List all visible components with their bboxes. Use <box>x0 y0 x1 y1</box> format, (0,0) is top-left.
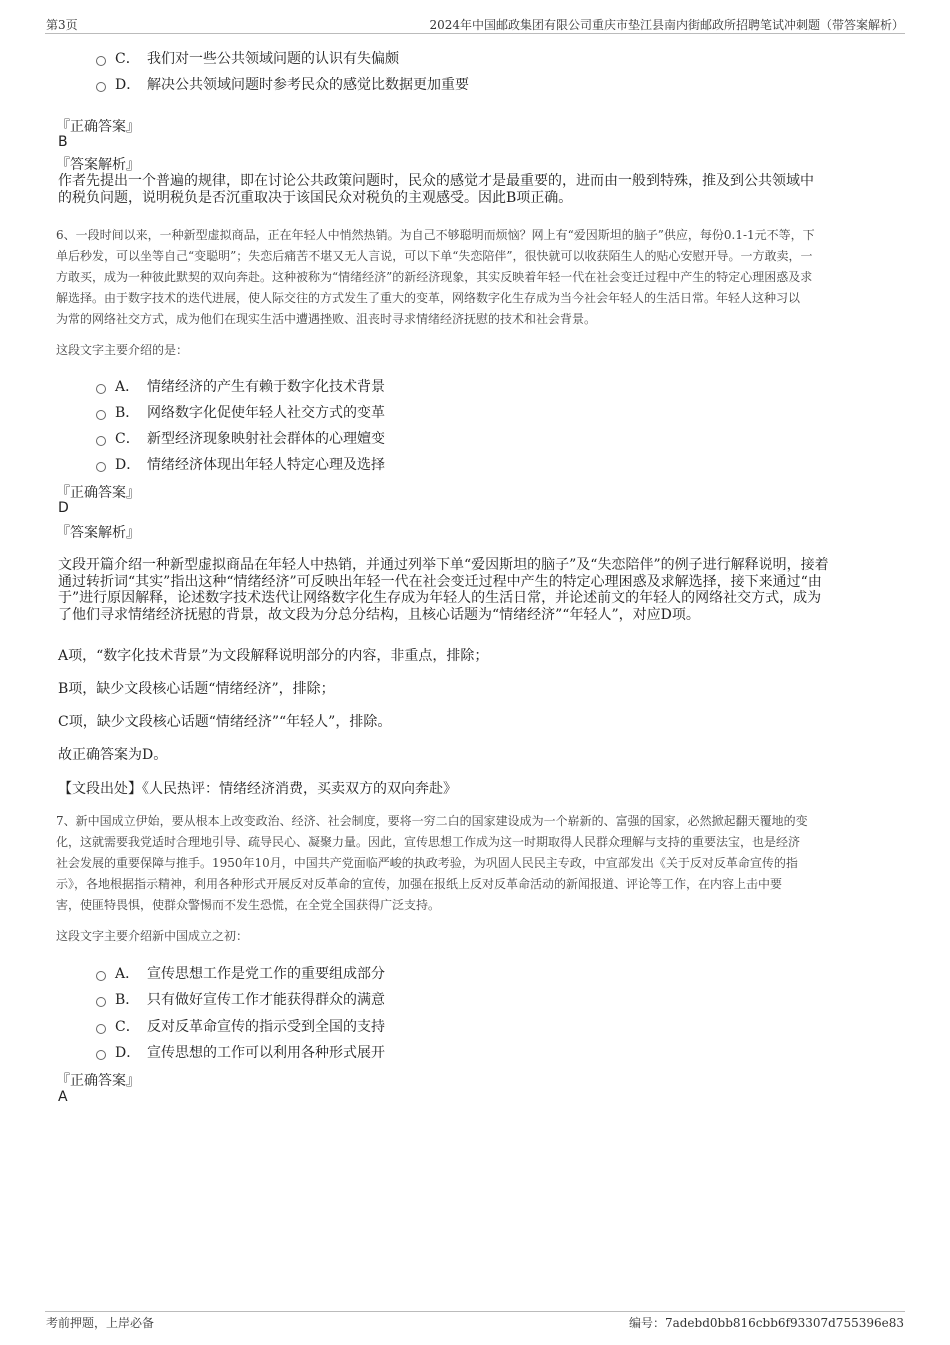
q6-analysis: 文段开篇介绍一种新型虚拟商品在年轻人中热销，并通过列举下单“爱因斯坦的脑子”及“失恋陪伴”的例子进行解释说明，接着 通过转折词“其实”指出这种“情绪经济”可反映出年轻一代在社会变迁过程中产生的特定心理困惑及求解选择，接下来通过“由 于”进行原因解释，论述数字技术迭代让网络数字化生存成为年轻人的生活日常，并论述前文的年轻人的网络社交方式，成为 了他们寻求情绪经济抚慰的背景，故文段为分总分结构，且核心话题为“情绪经济”“年轻人”，对应D项。 <box>58 557 829 623</box>
q5-answer: B <box>58 134 68 150</box>
q7-answer: A <box>58 1089 68 1105</box>
q7-option-d[interactable]: D． 宣传思想的工作可以利用各种形式展开 <box>96 1042 385 1062</box>
q7-option-b[interactable]: B． 只有做好宣传工作才能获得群众的满意 <box>96 989 385 1009</box>
q6-point-b: B项，缺少文段核心话题“情绪经济”，排除； <box>58 681 335 697</box>
radio-icon[interactable] <box>96 462 106 472</box>
footer-slogan: 考前押题，上岸必备 <box>46 1316 155 1330</box>
q6-passage: 6、一段时间以来，一种新型虚拟商品，正在年轻人中悄然热销。为自己不够聪明而烦恼？网上有“爱因斯坦的脑子”供应，每份0.1-1元不等，下 单后秒发，可以坐等自己“变聪明”；失恋后痛苦不堪又无人言说，可以下单“失恋陪伴”，很快就可以收获陌生人的贴心安慰开导。一方敢卖，一 方敢买，成为一种彼此默契的双向奔赴。这种被称为“情绪经济”的新经济现象，其实反映着年轻一代在社会变迁过程中产生的特定心理困惑及求 解选择。由于数字技术的迭代进展，使人际交往的方式发生了重大的变革，网络数字化生存成为当今社会年轻人的生活日常。年轻人这种习以 为常的网络社交方式，成为他们在现实生活中遭遇挫败、沮丧时寻求情绪经济抚慰的技术和社会背景。 <box>56 228 815 326</box>
radio-icon[interactable] <box>96 410 106 420</box>
radio-icon[interactable] <box>96 971 106 981</box>
q5-analysis: 作者先提出一个普遍的规律，即在讨论公共政策问题时，民众的感觉才是最重要的，进而由一般到特殊，推及到公共领域中 的税负问题，说明税负是否沉重取决于该国民众对税负的主观感受。因此B项正确。 <box>58 173 814 206</box>
q7-passage: 7、新中国成立伊始，要从根本上改变政治、经济、社会制度，要将一穷二白的国家建设成为一个崭新的、富强的国家，必然掀起翻天覆地的变 化，这就需要我党适时合理地引导、疏导民心、凝聚力量。因此，宣传思想工作成为这一时期取得人民群众理解与支持的重要法宝，也是经济 社会发展的重要保障与推手。1950年10月，中国共产党面临严峻的执政考验，为巩固人民民主专政，中宣部发出《关于反对反革命宣传的指 示》，各地根据指示精神，利用各种形式开展反对反革命的宣传，加强在报纸上反对反革命活动的新闻报道、评论等工作，在内容上击中要 害，使匪特畏惧，使群众警惕而不发生恐慌，在全党全国获得广泛支持。 <box>56 814 808 912</box>
radio-icon[interactable] <box>96 384 106 394</box>
document-id: 编号：7adebd0bb816cbb6f93307d755396e83 <box>628 1316 904 1330</box>
radio-icon[interactable] <box>96 1050 106 1060</box>
radio-icon[interactable] <box>96 1024 106 1034</box>
q6-point-c: C项，缺少文段核心话题“情绪经济”“年轻人”，排除。 <box>58 714 392 730</box>
q7-option-a[interactable]: A． 宣传思想工作是党工作的重要组成部分 <box>96 963 385 983</box>
q6-option-b[interactable]: B． 网络数字化促使年轻人社交方式的变革 <box>96 402 385 422</box>
q6-point-a: A项，“数字化技术背景”为文段解释说明部分的内容，非重点，排除； <box>58 648 489 664</box>
radio-icon[interactable] <box>96 56 106 66</box>
q6-option-c[interactable]: C． 新型经济现象映射社会群体的心理嬗变 <box>96 428 385 448</box>
q5-answer-label: 『正确答案』 <box>56 119 140 135</box>
radio-icon[interactable] <box>96 436 106 446</box>
q6-option-a[interactable]: A． 情绪经济的产生有赖于数字化技术背景 <box>96 376 385 396</box>
q6-answer: D <box>58 500 69 516</box>
page-number: 第3页 <box>46 18 78 32</box>
q6-analysis-label: 『答案解析』 <box>56 525 140 541</box>
radio-icon[interactable] <box>96 997 106 1007</box>
q6-source: 【文段出处】《人民热评：情绪经济消费，买卖双方的双向奔赴》 <box>58 781 457 797</box>
footer-divider <box>45 1311 905 1312</box>
q6-option-d[interactable]: D． 情绪经济体现出年轻人特定心理及选择 <box>96 454 385 474</box>
q7-option-c[interactable]: C． 反对反革命宣传的指示受到全国的支持 <box>96 1016 385 1036</box>
q6-conclusion: 故正确答案为D。 <box>58 747 168 763</box>
header-divider <box>45 33 905 34</box>
q5-analysis-label: 『答案解析』 <box>56 157 140 173</box>
q6-answer-label: 『正确答案』 <box>56 485 140 501</box>
document-title: 2024年中国邮政集团有限公司重庆市垫江县南内街邮政所招聘笔试冲刺题（带答案解析） <box>429 18 904 32</box>
q7-answer-label: 『正确答案』 <box>56 1073 140 1089</box>
q5-option-d[interactable]: D． 解决公共领域问题时参考民众的感觉比数据更加重要 <box>96 74 469 94</box>
q5-option-c[interactable]: C． 我们对一些公共领域问题的认识有失偏颇 <box>96 48 399 68</box>
q7-prompt: 这段文字主要介绍新中国成立之初： <box>56 929 249 943</box>
q6-prompt: 这段文字主要介绍的是： <box>56 343 189 357</box>
radio-icon[interactable] <box>96 82 106 92</box>
